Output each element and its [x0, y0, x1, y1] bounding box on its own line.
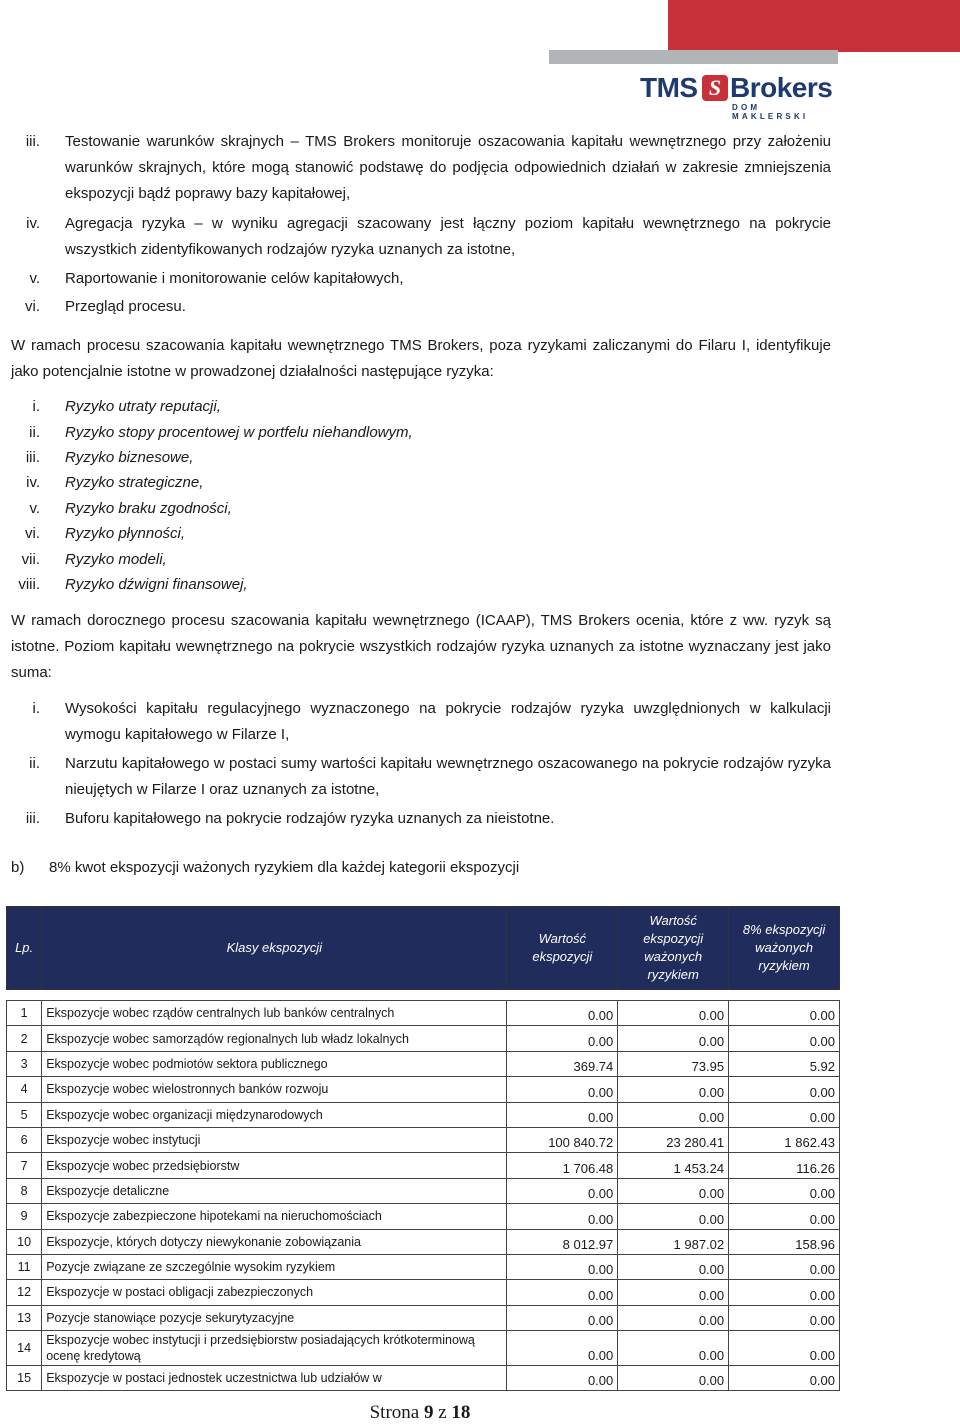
table-row	[7, 1026, 840, 1051]
cell-name: Ekspozycje detaliczne	[42, 1178, 507, 1203]
footer-total: 18	[451, 1402, 471, 1423]
list-text: Ryzyko braku zgodności,	[65, 500, 232, 517]
cell-name: Ekspozycje w postaci jednostek uczestnictwa lub udziałów w	[42, 1366, 507, 1391]
list-text: Narzutu kapitałowego w postaci sumy wartości kapitału wewnętrznego oszacowanego na pokrycie rodzajów ryzyka nieujętych w Filarze I oraz uznanych za istotne,	[65, 755, 831, 798]
cell-name: Ekspozycje, których dotyczy niewykonanie zobowiązania	[42, 1229, 507, 1254]
cell-exposure: 369.74	[507, 1051, 618, 1076]
list-text: Ryzyko biznesowe,	[65, 449, 194, 466]
cell-8pct: 158.96	[729, 1229, 840, 1254]
footer-page: 9	[423, 1402, 434, 1423]
list-text: Raportowanie i monitorowanie celów kapitałowych,	[65, 270, 404, 287]
paragraph-icaap: W ramach dorocznego procesu szacowania kapitału wewnętrznego (ICAAP), TMS Brokers ocenia, które z ww. ryzyk są istotne. Poziom kapitału wewnętrznego na pokrycie wszystkich rodzajów ryzyka uznanych za istotne wyznaczany jest jako suma:	[11, 612, 831, 681]
cell-lp: 2	[7, 1026, 42, 1051]
cell-name: Ekspozycje wobec instytucji	[42, 1127, 507, 1152]
cell-rwa: 0.00	[618, 1001, 729, 1026]
cell-exposure: 8 012.97	[507, 1229, 618, 1254]
cell-lp: 8	[7, 1178, 42, 1203]
table-row	[7, 1077, 840, 1102]
header-red-bar	[668, 0, 960, 52]
header-8pct: 8% ekspozycji ważonych ryzykiem	[729, 907, 840, 990]
cell-exposure: 0.00	[507, 1077, 618, 1102]
list-number: vii.	[21, 551, 40, 568]
exposure-table	[6, 906, 840, 1391]
cell-name: Ekspozycje wobec przedsiębiorstw	[42, 1153, 507, 1178]
list-number: ii.	[29, 755, 40, 772]
cell-name: Ekspozycje wobec organizacji międzynarodowych	[42, 1102, 507, 1127]
cell-lp: 6	[7, 1127, 42, 1152]
list-number: iv.	[26, 215, 40, 232]
list-text: Ryzyko modeli,	[65, 551, 167, 568]
cell-8pct: 0.00	[729, 1305, 840, 1330]
cell-8pct: 0.00	[729, 1178, 840, 1203]
list-text: Ryzyko stopy procentowej w portfelu niehandlowym,	[65, 424, 413, 441]
cell-8pct: 0.00	[729, 1366, 840, 1391]
header-exposure-value: Wartość ekspozycji	[507, 907, 618, 990]
list-text: Ryzyko utraty reputacji,	[65, 398, 221, 415]
cell-exposure: 0.00	[507, 1280, 618, 1305]
list-number: vi.	[25, 525, 40, 542]
cell-rwa: 23 280.41	[618, 1127, 729, 1152]
logo-subtitle: DOM MAKLERSKI	[732, 103, 809, 121]
list-number: v.	[29, 270, 40, 287]
list-text: Ryzyko dźwigni finansowej,	[65, 576, 248, 593]
cell-8pct: 0.00	[729, 1077, 840, 1102]
list-number: iii.	[25, 810, 40, 827]
cell-rwa: 0.00	[618, 1178, 729, 1203]
list-number: ii.	[29, 424, 40, 441]
cell-8pct: 0.00	[729, 1280, 840, 1305]
cell-lp: 14	[7, 1331, 42, 1366]
cell-lp: 13	[7, 1305, 42, 1330]
logo-brokers-text: Brokers	[730, 72, 833, 103]
cell-rwa: 0.00	[618, 1305, 729, 1330]
cell-lp: 7	[7, 1153, 42, 1178]
table-row	[7, 1178, 840, 1203]
list-text: Wysokości kapitału regulacyjnego wyznaczonego na pokrycie rodzajów ryzyka uwzględnionych w kalkulacji wymogu kapitałowego w Filarze I,	[65, 700, 831, 743]
cell-rwa: 73.95	[618, 1051, 729, 1076]
cell-exposure: 0.00	[507, 1102, 618, 1127]
cell-exposure: 0.00	[507, 1001, 618, 1026]
cell-rwa: 1 453.24	[618, 1153, 729, 1178]
cell-rwa: 0.00	[618, 1366, 729, 1391]
cell-rwa: 0.00	[618, 1077, 729, 1102]
cell-exposure: 1 706.48	[507, 1153, 618, 1178]
cell-lp: 4	[7, 1077, 42, 1102]
list-text: Przegląd procesu.	[65, 298, 186, 315]
list-text: Testowanie warunków skrajnych – TMS Brokers monitoruje oszacowania kapitału wewnętrznego przy założeniu warunków skrajnych, które mogą stanowić podstawę do podjęcia odpowiednich działań w zakresie zmniejszenia ekspozycji bądź poprawy bazy kapitałowej,	[65, 133, 831, 202]
cell-exposure: 0.00	[507, 1366, 618, 1391]
cell-8pct: 0.00	[729, 1102, 840, 1127]
cell-exposure: 0.00	[507, 1204, 618, 1229]
header-gray-bar	[549, 50, 838, 64]
footer-sep: z	[438, 1402, 447, 1423]
table-row	[7, 1204, 840, 1229]
logo-tms-text: TMS	[640, 72, 698, 103]
cell-exposure: 0.00	[507, 1254, 618, 1279]
table-row	[7, 1305, 840, 1330]
cell-lp: 1	[7, 1001, 42, 1026]
cell-name: Ekspozycje wobec samorządów regionalnych lub władz lokalnych	[42, 1026, 507, 1051]
footer-prefix: Strona	[369, 1402, 420, 1423]
cell-rwa: 0.00	[618, 1254, 729, 1279]
list-text: Agregacja ryzyka – w wyniku agregacji szacowany jest łączny poziom kapitału wewnętrznego na pokrycie wszystkich zidentyfikowanych rodzajów ryzyka uznanych za istotne,	[65, 215, 831, 258]
section-b-title: 8% kwot ekspozycji ważonych ryzykiem dla każdej kategorii ekspozycji	[49, 859, 520, 876]
cell-exposure: 0.00	[507, 1026, 618, 1051]
header-rwa: Wartość ekspozycji ważonych ryzykiem	[618, 907, 729, 990]
cell-rwa: 0.00	[618, 1331, 729, 1366]
cell-name: Ekspozycje wobec rządów centralnych lub banków centralnych	[42, 1001, 507, 1026]
header-lp: Lp.	[7, 907, 42, 990]
cell-lp: 5	[7, 1102, 42, 1127]
cell-lp: 12	[7, 1280, 42, 1305]
cell-exposure: 100 840.72	[507, 1127, 618, 1152]
cell-name: Ekspozycje wobec instytucji i przedsiębiorstw posiadających krótkoterminową ocenę kredytową	[42, 1331, 507, 1366]
cell-8pct: 116.26	[729, 1153, 840, 1178]
table-row	[7, 1366, 840, 1391]
list-number: vi.	[25, 298, 40, 315]
cell-exposure: 0.00	[507, 1331, 618, 1366]
table-row	[7, 1001, 840, 1026]
table-header-row	[7, 907, 840, 990]
cell-name: Ekspozycje zabezpieczone hipotekami na nieruchomościach	[42, 1204, 507, 1229]
table-spacer	[7, 990, 840, 1001]
cell-8pct: 0.00	[729, 1026, 840, 1051]
list-text: Ryzyko płynności,	[65, 525, 186, 542]
table-row	[7, 1127, 840, 1152]
cell-name: Pozycje związane ze szczególnie wysokim ryzykiem	[42, 1254, 507, 1279]
cell-name: Ekspozycje wobec wielostronnych banków rozwoju	[42, 1077, 507, 1102]
cell-8pct: 0.00	[729, 1254, 840, 1279]
table-row	[7, 1229, 840, 1254]
table-row	[7, 1331, 840, 1366]
logo-s-icon: S	[702, 75, 728, 101]
table-row	[7, 1051, 840, 1076]
cell-exposure: 0.00	[507, 1178, 618, 1203]
cell-8pct: 0.00	[729, 1331, 840, 1366]
list-text: Buforu kapitałowego na pokrycie rodzajów ryzyka uznanych za nieistotne.	[65, 810, 555, 827]
cell-rwa: 1 987.02	[618, 1229, 729, 1254]
list-number: i.	[32, 700, 40, 717]
cell-lp: 10	[7, 1229, 42, 1254]
list-number: iii.	[25, 449, 40, 466]
cell-8pct: 0.00	[729, 1001, 840, 1026]
table-row	[7, 1280, 840, 1305]
cell-name: Ekspozycje w postaci obligacji zabezpieczonych	[42, 1280, 507, 1305]
cell-lp: 15	[7, 1366, 42, 1391]
list-number: iii.	[25, 133, 40, 150]
cell-rwa: 0.00	[618, 1280, 729, 1305]
cell-8pct: 1 862.43	[729, 1127, 840, 1152]
cell-rwa: 0.00	[618, 1026, 729, 1051]
table-row	[7, 1153, 840, 1178]
section-b-label: b)	[11, 859, 25, 876]
cell-name: Pozycje stanowiące pozycje sekurytyzacyjne	[42, 1305, 507, 1330]
list-number: viii.	[18, 576, 40, 593]
tms-brokers-logo	[640, 72, 840, 121]
list-number: v.	[29, 500, 40, 517]
paragraph-risks-intro: W ramach procesu szacowania kapitału wewnętrznego TMS Brokers, poza ryzykami zaliczanymi do Filaru I, identyfikuje jako potencjalnie istotne w prowadzonej działalności następujące ryzyka:	[11, 337, 831, 380]
cell-rwa: 0.00	[618, 1102, 729, 1127]
list-number: iv.	[26, 474, 40, 491]
cell-8pct: 5.92	[729, 1051, 840, 1076]
list-number: i.	[32, 398, 40, 415]
list-text: Ryzyko strategiczne,	[65, 474, 204, 491]
cell-lp: 11	[7, 1254, 42, 1279]
cell-lp: 3	[7, 1051, 42, 1076]
page-footer	[0, 1402, 840, 1424]
header-class: Klasy ekspozycji	[42, 907, 507, 990]
cell-exposure: 0.00	[507, 1305, 618, 1330]
cell-8pct: 0.00	[729, 1204, 840, 1229]
cell-name: Ekspozycje wobec podmiotów sektora publicznego	[42, 1051, 507, 1076]
table-row	[7, 1254, 840, 1279]
cell-rwa: 0.00	[618, 1204, 729, 1229]
table-row	[7, 1102, 840, 1127]
cell-lp: 9	[7, 1204, 42, 1229]
